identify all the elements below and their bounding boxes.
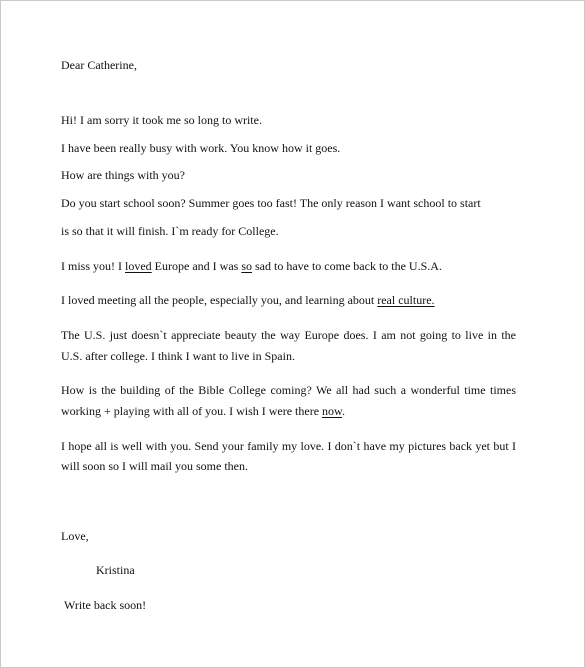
paragraph-bible-college-line-1: How is the building of the Bible College coming? We all had such a wonderful time times bbox=[61, 383, 516, 397]
underlined-word-now: now bbox=[322, 404, 342, 418]
text: working + playing with all of you. I wish I were there bbox=[61, 404, 323, 418]
underlined-word-so: so bbox=[241, 259, 252, 273]
paragraph-college bbox=[61, 224, 279, 238]
text: . bbox=[341, 404, 345, 418]
closing: Love, bbox=[61, 529, 89, 543]
paragraph-question bbox=[61, 168, 185, 182]
paragraph-hope-line-2: will soon so I will mail you some then. bbox=[61, 459, 248, 473]
signature: Kristina bbox=[96, 563, 135, 577]
text: Do you start school soon? Summer goes too fast! The only reason I want school to start bbox=[61, 196, 481, 210]
paragraph-meeting bbox=[61, 293, 435, 307]
underlined-word-loved: loved bbox=[125, 259, 152, 273]
salutation: Dear Catherine, bbox=[61, 58, 137, 72]
underlined-phrase-real-culture: real culture. bbox=[377, 293, 435, 307]
paragraph-bible-college-line-2 bbox=[61, 404, 345, 418]
paragraph-school bbox=[61, 196, 481, 210]
paragraph-greeting bbox=[61, 113, 262, 127]
text: How are things with you? bbox=[61, 168, 185, 182]
postscript: Write back soon! bbox=[64, 598, 147, 612]
text: I miss you! I bbox=[61, 259, 125, 273]
paragraph-busy bbox=[61, 141, 340, 155]
text: I have been really busy with work. You know how it goes. bbox=[61, 141, 341, 155]
text: Hi! I am sorry it took me so long to write. bbox=[61, 113, 262, 127]
paragraph-us-line-2: U.S. after college. I think I want to live in Spain. bbox=[61, 349, 295, 363]
paragraph-us-line-1: The U.S. just doesn`t appreciate beauty the way Europe does. I am not going to live in the bbox=[61, 328, 516, 342]
text: is so that it will finish. I`m ready for College. bbox=[61, 224, 279, 238]
paragraph-miss-you bbox=[61, 259, 442, 273]
text: sad to have to come back to the U.S.A. bbox=[251, 259, 442, 273]
text: I loved meeting all the people, especially you, and learning about bbox=[61, 293, 378, 307]
text: Europe and I was bbox=[151, 259, 242, 273]
paragraph-hope-line-1: I hope all is well with you. Send your family my love. I don`t have my pictures back yet but I bbox=[61, 439, 516, 453]
